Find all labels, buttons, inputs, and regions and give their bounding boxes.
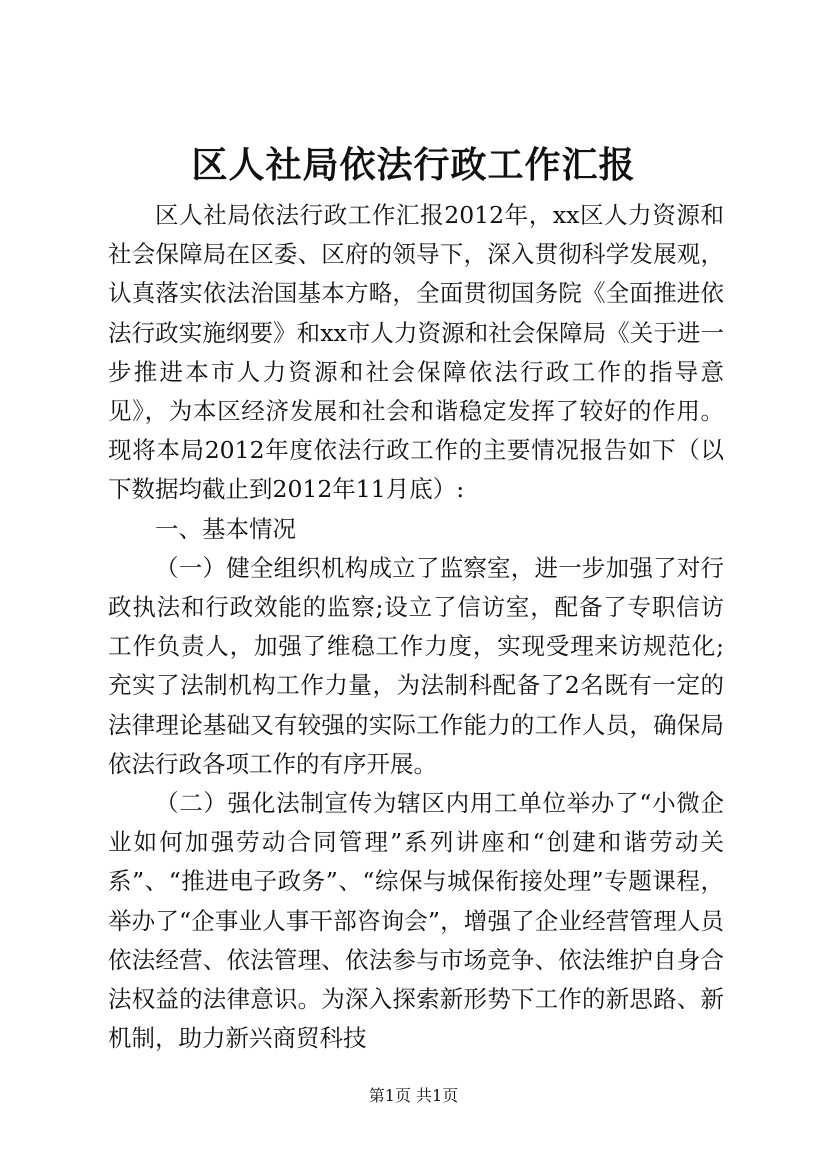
document-body: [108, 196, 724, 1058]
section-heading-basic: 一、基本情况: [155, 514, 296, 543]
page-footer: 第1页 共1页: [368, 1086, 459, 1105]
paragraph-intro: 区人社局依法行政工作汇报2012年，xx区人力资源和社会保障局在区委、区府的领导下，深入贯彻科学发展观，认真落实依法治国基本方略，全面贯彻国务院《全面推进依法行政实施纲要》和xx市人力资源和社会保障局《关于进一步推进本市人力资源和社会保障依法行政工作的指导意见》，为本区经济发展和社会和谐稳定发挥了较好的作用。现将本局2012年度依法行政工作的主要情况报告如下（以下数据均截止到2012年11月底）:: [108, 201, 724, 504]
paragraph-publicity: （二）强化法制宣传为辖区内用工单位举办了“小微企业如何加强劳动合同管理”系列讲座和“创建和谐劳动关系”、“推进电子政务”、“综保与城保衔接处理”专题课程，举办了“企事业人事干部咨询会”，增强了企业经营管理人员依法经营、依法管理、依法参与市场竞争、依法维护自身合法权益的法律意识。为深入探索新形势下工作的新思路、新机制，助力新兴商贸科技: [108, 789, 724, 1053]
paragraph-organization: （一）健全组织机构成立了监察室，进一步加强了对行政执法和行政效能的监察;设立了信访室，配备了专职信访工作负责人，加强了维稳工作力度，实现受理来访规范化;充实了法制机构工作力量，为法制科配备了2名既有一定的法律理论基础又有较强的实际工作能力的工作人员，确保局依法行政各项工作的有序开展。: [108, 553, 724, 778]
document-title: 区人社局依法行政工作汇报: [191, 144, 636, 186]
